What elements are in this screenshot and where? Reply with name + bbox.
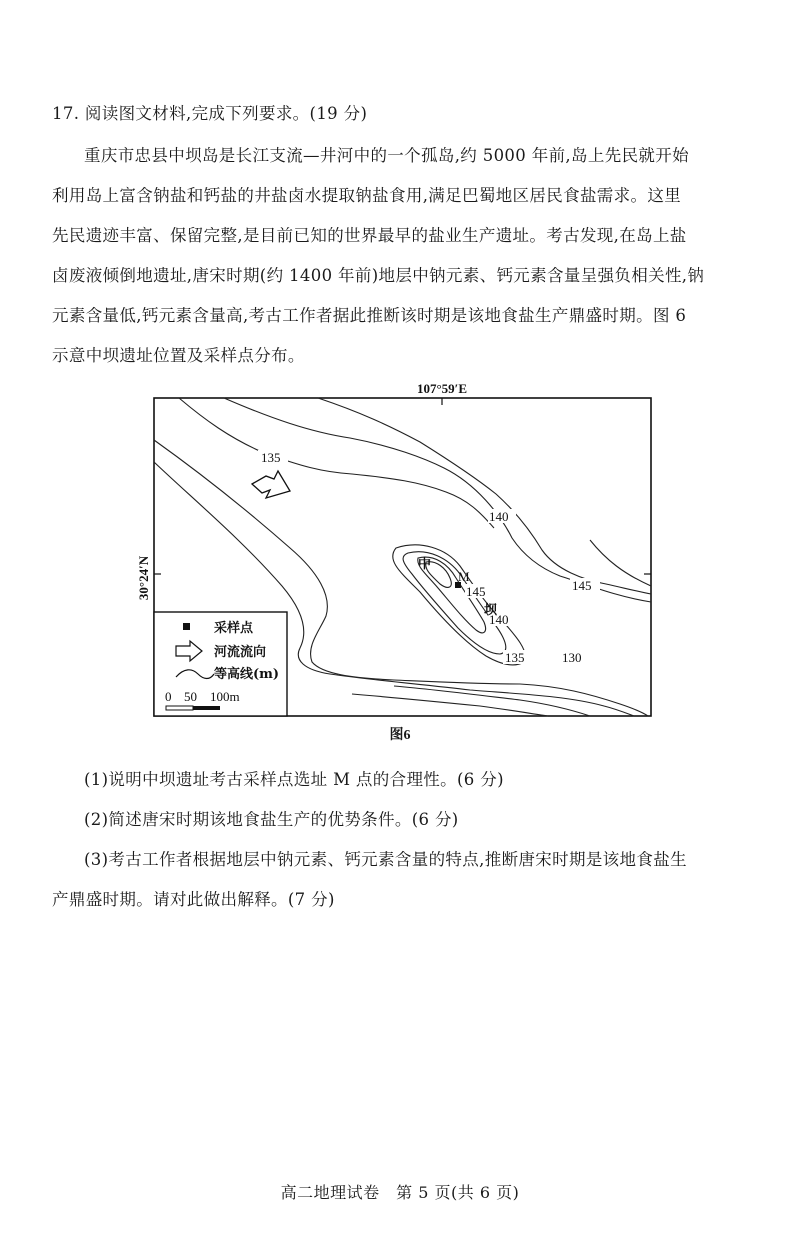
longitude-label: 107°59′E bbox=[416, 381, 468, 396]
contour-line-north-140 bbox=[224, 398, 651, 602]
sub-question-1: (1)说明中坝遗址考古采样点选址 M 点的合理性。(6 分) bbox=[84, 770, 504, 789]
place-name-ba: 坝 bbox=[484, 603, 498, 618]
legend-sample-label: 采样点 bbox=[214, 621, 254, 636]
contour-label: 135 bbox=[261, 450, 281, 465]
paragraph-line: 先民遗迹丰富、保留完整,是目前已知的世界最早的盐业生产遗址。考古发现,在岛上盐 bbox=[52, 226, 687, 245]
contour-label: 135 bbox=[505, 650, 525, 665]
contour-label: 140 bbox=[489, 612, 509, 627]
contour-label: 130 bbox=[562, 650, 582, 665]
question-title: 17. 阅读图文材料,完成下列要求。(19 分) bbox=[52, 104, 368, 123]
paragraph-line: 示意中坝遗址位置及采样点分布。 bbox=[52, 346, 305, 365]
sample-point-label: M bbox=[458, 569, 470, 584]
contour-label: 145 bbox=[572, 578, 592, 593]
contour-line-north-135 bbox=[179, 398, 494, 528]
paragraph-line: 重庆市忠县中坝岛是长江支流—井河中的一个孤岛,约 5000 年前,岛上先民就开始 bbox=[84, 146, 689, 165]
sub-question-3: (3)考古工作者根据地层中钠元素、钙元素含量的特点,推断唐宋时期是该地食盐生 bbox=[84, 850, 687, 869]
scale-bar-white bbox=[166, 706, 193, 710]
latitude-label: 30°24′N bbox=[136, 555, 151, 601]
place-name-zhong: 中 bbox=[418, 557, 432, 572]
contour-label: 145 bbox=[466, 584, 486, 599]
paragraph-line: 利用岛上富含钠盐和钙盐的井盐卤水提取钠盐食用,满足巴蜀地区居民食盐需求。这里 bbox=[52, 186, 682, 205]
figure-caption: 图6 bbox=[389, 728, 411, 743]
contour-label: 140 bbox=[489, 509, 509, 524]
contour-line-south-inner2 bbox=[352, 694, 548, 716]
scale-number: 50 bbox=[184, 689, 197, 704]
legend-flow-label: 河流流向 bbox=[214, 645, 267, 660]
legend-contour-label: 等高线(m) bbox=[214, 667, 280, 682]
paragraph-line: 卤废液倾倒地遗址,唐宋时期(约 1400 年前)地层中钠元素、钙元素含量呈强负相关性,钠 bbox=[52, 266, 705, 285]
paragraph-line: 元素含量低,钙元素含量高,考古工作者据此推断该时期是该地食盐生产鼎盛时期。图 6 bbox=[52, 306, 687, 325]
page-footer: 高二地理试卷 第 5 页(共 6 页) bbox=[280, 1183, 520, 1202]
map-legend bbox=[154, 612, 287, 716]
sub-question-2: (2)简述唐宋时期该地食盐生产的优势条件。(6 分) bbox=[84, 810, 459, 829]
legend-sample-icon bbox=[183, 623, 190, 630]
sub-question-3-cont: 产鼎盛时期。请对此做出解释。(7 分) bbox=[52, 890, 335, 909]
contour-line-north-145 bbox=[318, 398, 651, 594]
river-flow-arrow bbox=[252, 471, 290, 498]
scale-number: 100m bbox=[210, 689, 240, 704]
scale-number: 0 bbox=[165, 689, 172, 704]
scale-bar-black bbox=[193, 706, 220, 710]
